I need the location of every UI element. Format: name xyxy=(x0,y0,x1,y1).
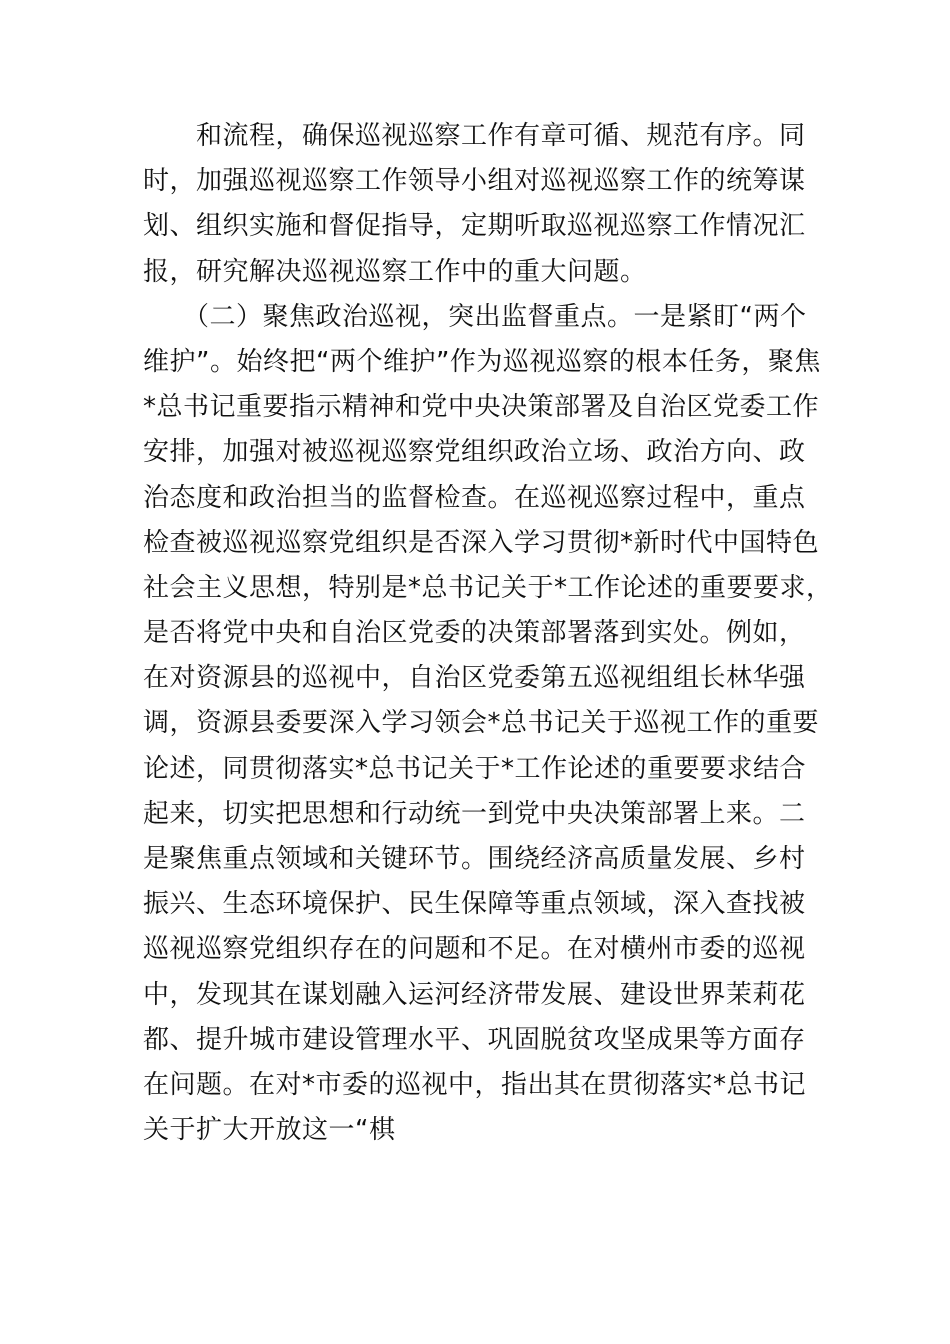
text-line: 巡视巡察党组织存在的问题和不足。在对横州市委的巡视 xyxy=(143,934,806,965)
text-line: *总书记重要指示精神和党中央决策部署及自治区党委工作 xyxy=(143,392,820,423)
text-line: 是否将党中央和自治区党委的决策部署落到实处。例如， xyxy=(143,618,806,649)
body-text xyxy=(143,114,843,1153)
text-line: 振兴、生态环境保护、民生保障等重点领域，深入查找被 xyxy=(143,889,806,920)
text-line: 和流程，确保巡视巡察工作有章可循、规范有序。同 xyxy=(143,121,806,151)
text-line: 划、组织实施和督促指导，定期听取巡视巡察工作情况汇 xyxy=(143,211,806,242)
text-line: 是聚焦重点领域和关键环节。围绕经济高质量发展、乡村 xyxy=(143,844,806,874)
text-line: 时，加强巡视巡察工作领导小组对巡视巡察工作的统筹谋 xyxy=(143,166,806,197)
text-line: 中，发现其在谋划融入运河经济带发展、建设世界茉莉花 xyxy=(143,979,806,1010)
text-line: 论述，同贯彻落实*总书记关于*工作论述的重要要求结合 xyxy=(143,753,807,784)
text-line: 都、提升城市建设管理水平、巩固脱贫攻坚成果等方面存 xyxy=(143,1024,806,1055)
text-line: 检查被巡视巡察党组织是否深入学习贯彻*新时代中国特色 xyxy=(143,527,820,558)
text-line: 起来，切实把思想和行动统一到党中央决策部署上来。二 xyxy=(143,798,806,829)
text-line: 在问题。在对*市委的巡视中，指出其在贯彻落实*总书记 xyxy=(143,1069,807,1100)
text-line: 安排，加强对被巡视巡察党组织政治立场、政治方向、政 xyxy=(143,437,806,468)
text-line: 维护”。始终把“两个维护”作为巡视巡察的根本任务，聚焦 xyxy=(143,346,821,377)
text-line: 治态度和政治担当的监督检查。在巡视巡察过程中，重点 xyxy=(143,482,806,513)
text-line: 社会主义思想，特别是*总书记关于*工作论述的重要要求， xyxy=(143,572,833,603)
text-line: 报，研究解决巡视巡察工作中的重大问题。 xyxy=(143,256,647,287)
text-line: 关于扩大开放这一“棋 xyxy=(143,1115,396,1146)
text-line: 在对资源县的巡视中，自治区党委第五巡视组组长林华强 xyxy=(143,663,806,694)
text-line: （二）聚焦政治巡视，突出监督重点。一是紧盯“两个 xyxy=(143,301,807,332)
text-line: 调，资源县委要深入学习领会*总书记关于巡视工作的重要 xyxy=(143,708,820,739)
